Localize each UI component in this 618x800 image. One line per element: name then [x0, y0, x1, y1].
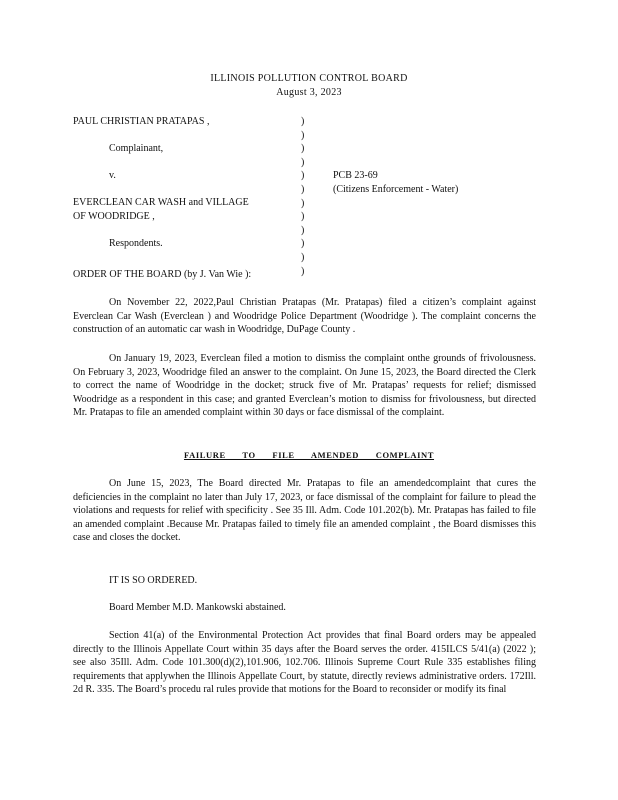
caption-parentheses: ) ) ) ) ) ) ) ) ) ) ) ) [301, 116, 305, 277]
respondent-line-2: OF WOODRIDGE , [73, 210, 155, 222]
complainant-name: PAUL CHRISTIAN PRATAPAS , [73, 116, 210, 127]
so-ordered: IT IS SO ORDERED. [109, 575, 198, 586]
respondent-line-1: EVERCLEAN CAR WASH and VILLAGE [73, 197, 249, 208]
abstention-note: Board Member M.D. Mankowski abstained. [109, 602, 286, 613]
agency-name: ILLINOIS POLLUTION CONTROL BOARD [210, 73, 408, 84]
section-heading-text: FAILURE TO FILE AMENDED COMPLAINT [183, 450, 435, 460]
complainant-role: Complainant, [109, 143, 164, 154]
case-info [333, 169, 533, 196]
paragraph-appeal-rights: Section 41(a) of the Environmental Protection Act provides that final Board orders may be appealed directly to the Illinois Appellate Court within 35 days after the Board serves the order. 415ILCS 5/41(a) (2022 ); see also 35Ill. Adm. Code 101.300(d)(2),101.906, 102.706. Illinois Supreme Court Rule 335 establishes filing requirements that applywhen the Illinois Appellate Court, by statute, directly reviews administrative orders. 172Ill. 2d R. 335. The Board’s procedu ral rules provide that motions for the Board to reconsider or modify its final [73, 630, 536, 695]
respondent-role: Respondents. [109, 237, 163, 249]
order-date: August 3, 2023 [276, 86, 342, 98]
caption-parties [73, 115, 303, 250]
order-line: ORDER OF THE BOARD (by J. Van Wie ): [73, 269, 252, 280]
paragraph-procedural-history: On January 19, 2023, Everclean filed a motion to dismiss the complaint onthe grounds of frivolousness. On February 3, 2023, Woodridge filed an answer to the complaint. On June 15, 2023, the Board directed the Clerk to correct the name of Woodridge in the docket; struck five of Mr. Pratapas’ requests for relief; dismissed Woodridge as a respondent in this case; and granted Everclean’s motion to dismiss for frivolousness, but directed Mr. Pratapas to file an amended complaint within 30 days or face dismissal of the complaint. [73, 353, 536, 418]
versus: v. [109, 170, 116, 181]
paragraph-background: On November 22, 2022,Paul Christian Pratapas (Mr. Pratapas) filed a citizen’s complaint against Everclean Car Wash (Everclean ) and Woodridge Police Department (Woodridge ). The complaint concerns the construction of an automatic car wash in Woodridge, DuPage County . [73, 297, 536, 335]
document-header [0, 72, 618, 99]
case-type: (Citizens Enforcement - Water) [333, 183, 459, 195]
paragraph-dismissal: On June 15, 2023, The Board directed Mr. Pratapas to file an amendedcomplaint that cures the deficiencies in the complaint no later than July 17, 2023, or face dismissal of the complaint for failure to plead the violations and requests for relief with specificity . See 35 Ill. Adm. Code 101.202(b). Mr. Pratapas has failed to file an amended complaint .Because Mr. Pratapas failed to timely file an amended complaint , the Board dismisses this case and closes the docket. [73, 478, 536, 543]
case-number: PCB 23-69 [333, 170, 378, 181]
section-heading [0, 449, 618, 463]
